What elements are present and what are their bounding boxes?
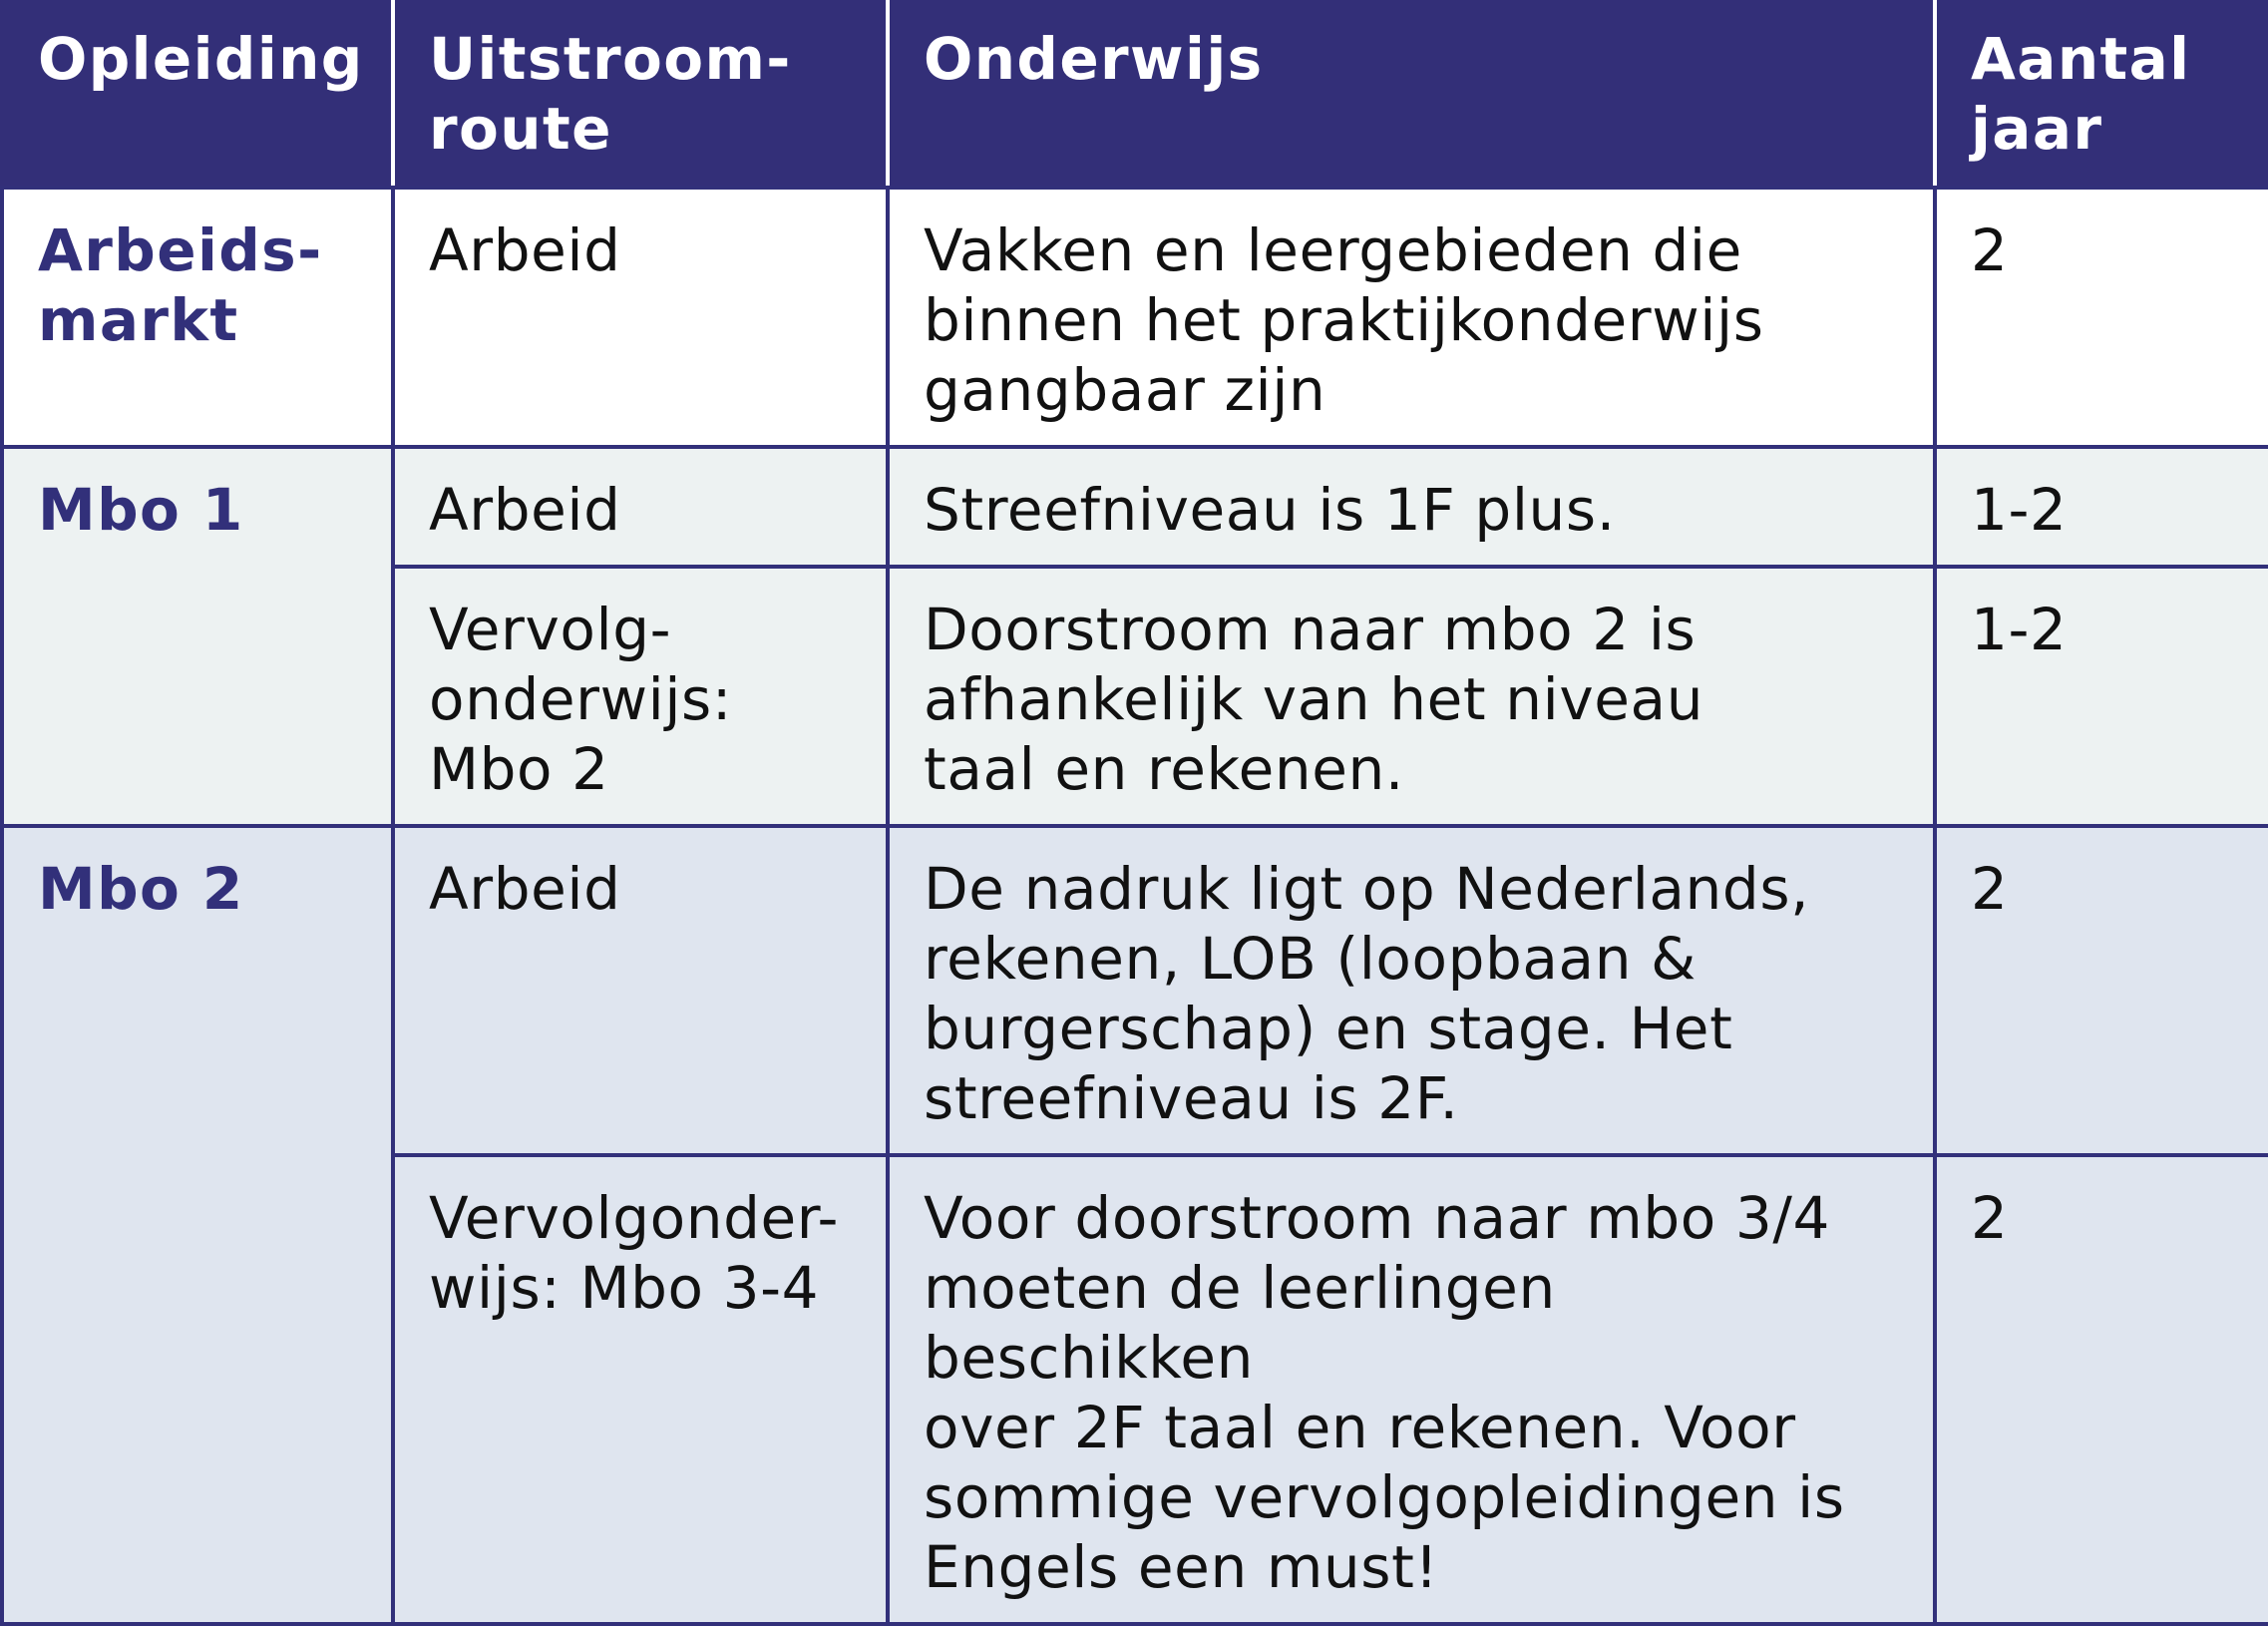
onderwijs-cell: Doorstroom naar mbo 2 is afhankelijk van het niveau taal en rekenen.	[888, 567, 1935, 826]
table-header-row	[2, 0, 2268, 188]
route-cell: Arbeid	[393, 826, 888, 1155]
aantal-jaar-cell: 2	[1935, 826, 2268, 1155]
route-cell: Vervolg- onderwijs: Mbo 2	[393, 567, 888, 826]
route-cell: Vervolgonder- wijs: Mbo 3-4	[393, 1155, 888, 1624]
aantal-jaar-cell: 2	[1935, 188, 2268, 447]
opleiding-cell-mbo1: Mbo 1	[2, 447, 393, 826]
onderwijs-cell: De nadruk ligt op Nederlands, rekenen, LOB (loopbaan & burgerschap) en stage. Het streefniveau is 2F.	[888, 826, 1935, 1155]
table-row	[2, 447, 2268, 567]
onderwijs-cell: Streefniveau is 1F plus.	[888, 447, 1935, 567]
opleiding-cell-arbeidsmarkt: Arbeids- markt	[2, 188, 393, 447]
table-row	[2, 826, 2268, 1155]
aantal-jaar-cell: 2	[1935, 1155, 2268, 1624]
header-opleiding: Opleiding	[2, 0, 393, 188]
aantal-jaar-cell: 1-2	[1935, 447, 2268, 567]
aantal-jaar-cell: 1-2	[1935, 567, 2268, 826]
opleiding-cell-mbo2: Mbo 2	[2, 826, 393, 1624]
route-cell: Arbeid	[393, 447, 888, 567]
onderwijs-cell: Voor doorstroom naar mbo 3/4 moeten de leerlingen beschikken over 2F taal en rekenen. Voor sommige vervolgopleidingen is Engels een must!	[888, 1155, 1935, 1624]
onderwijs-cell: Vakken en leergebieden die binnen het praktijkonderwijs gangbaar zijn	[888, 188, 1935, 447]
route-cell: Arbeid	[393, 188, 888, 447]
header-onderwijs: Onderwijs	[888, 0, 1935, 188]
table-row	[2, 188, 2268, 447]
header-aantal-jaar: Aantal jaar	[1935, 0, 2268, 188]
header-uitstroomroute: Uitstroom- route	[393, 0, 888, 188]
